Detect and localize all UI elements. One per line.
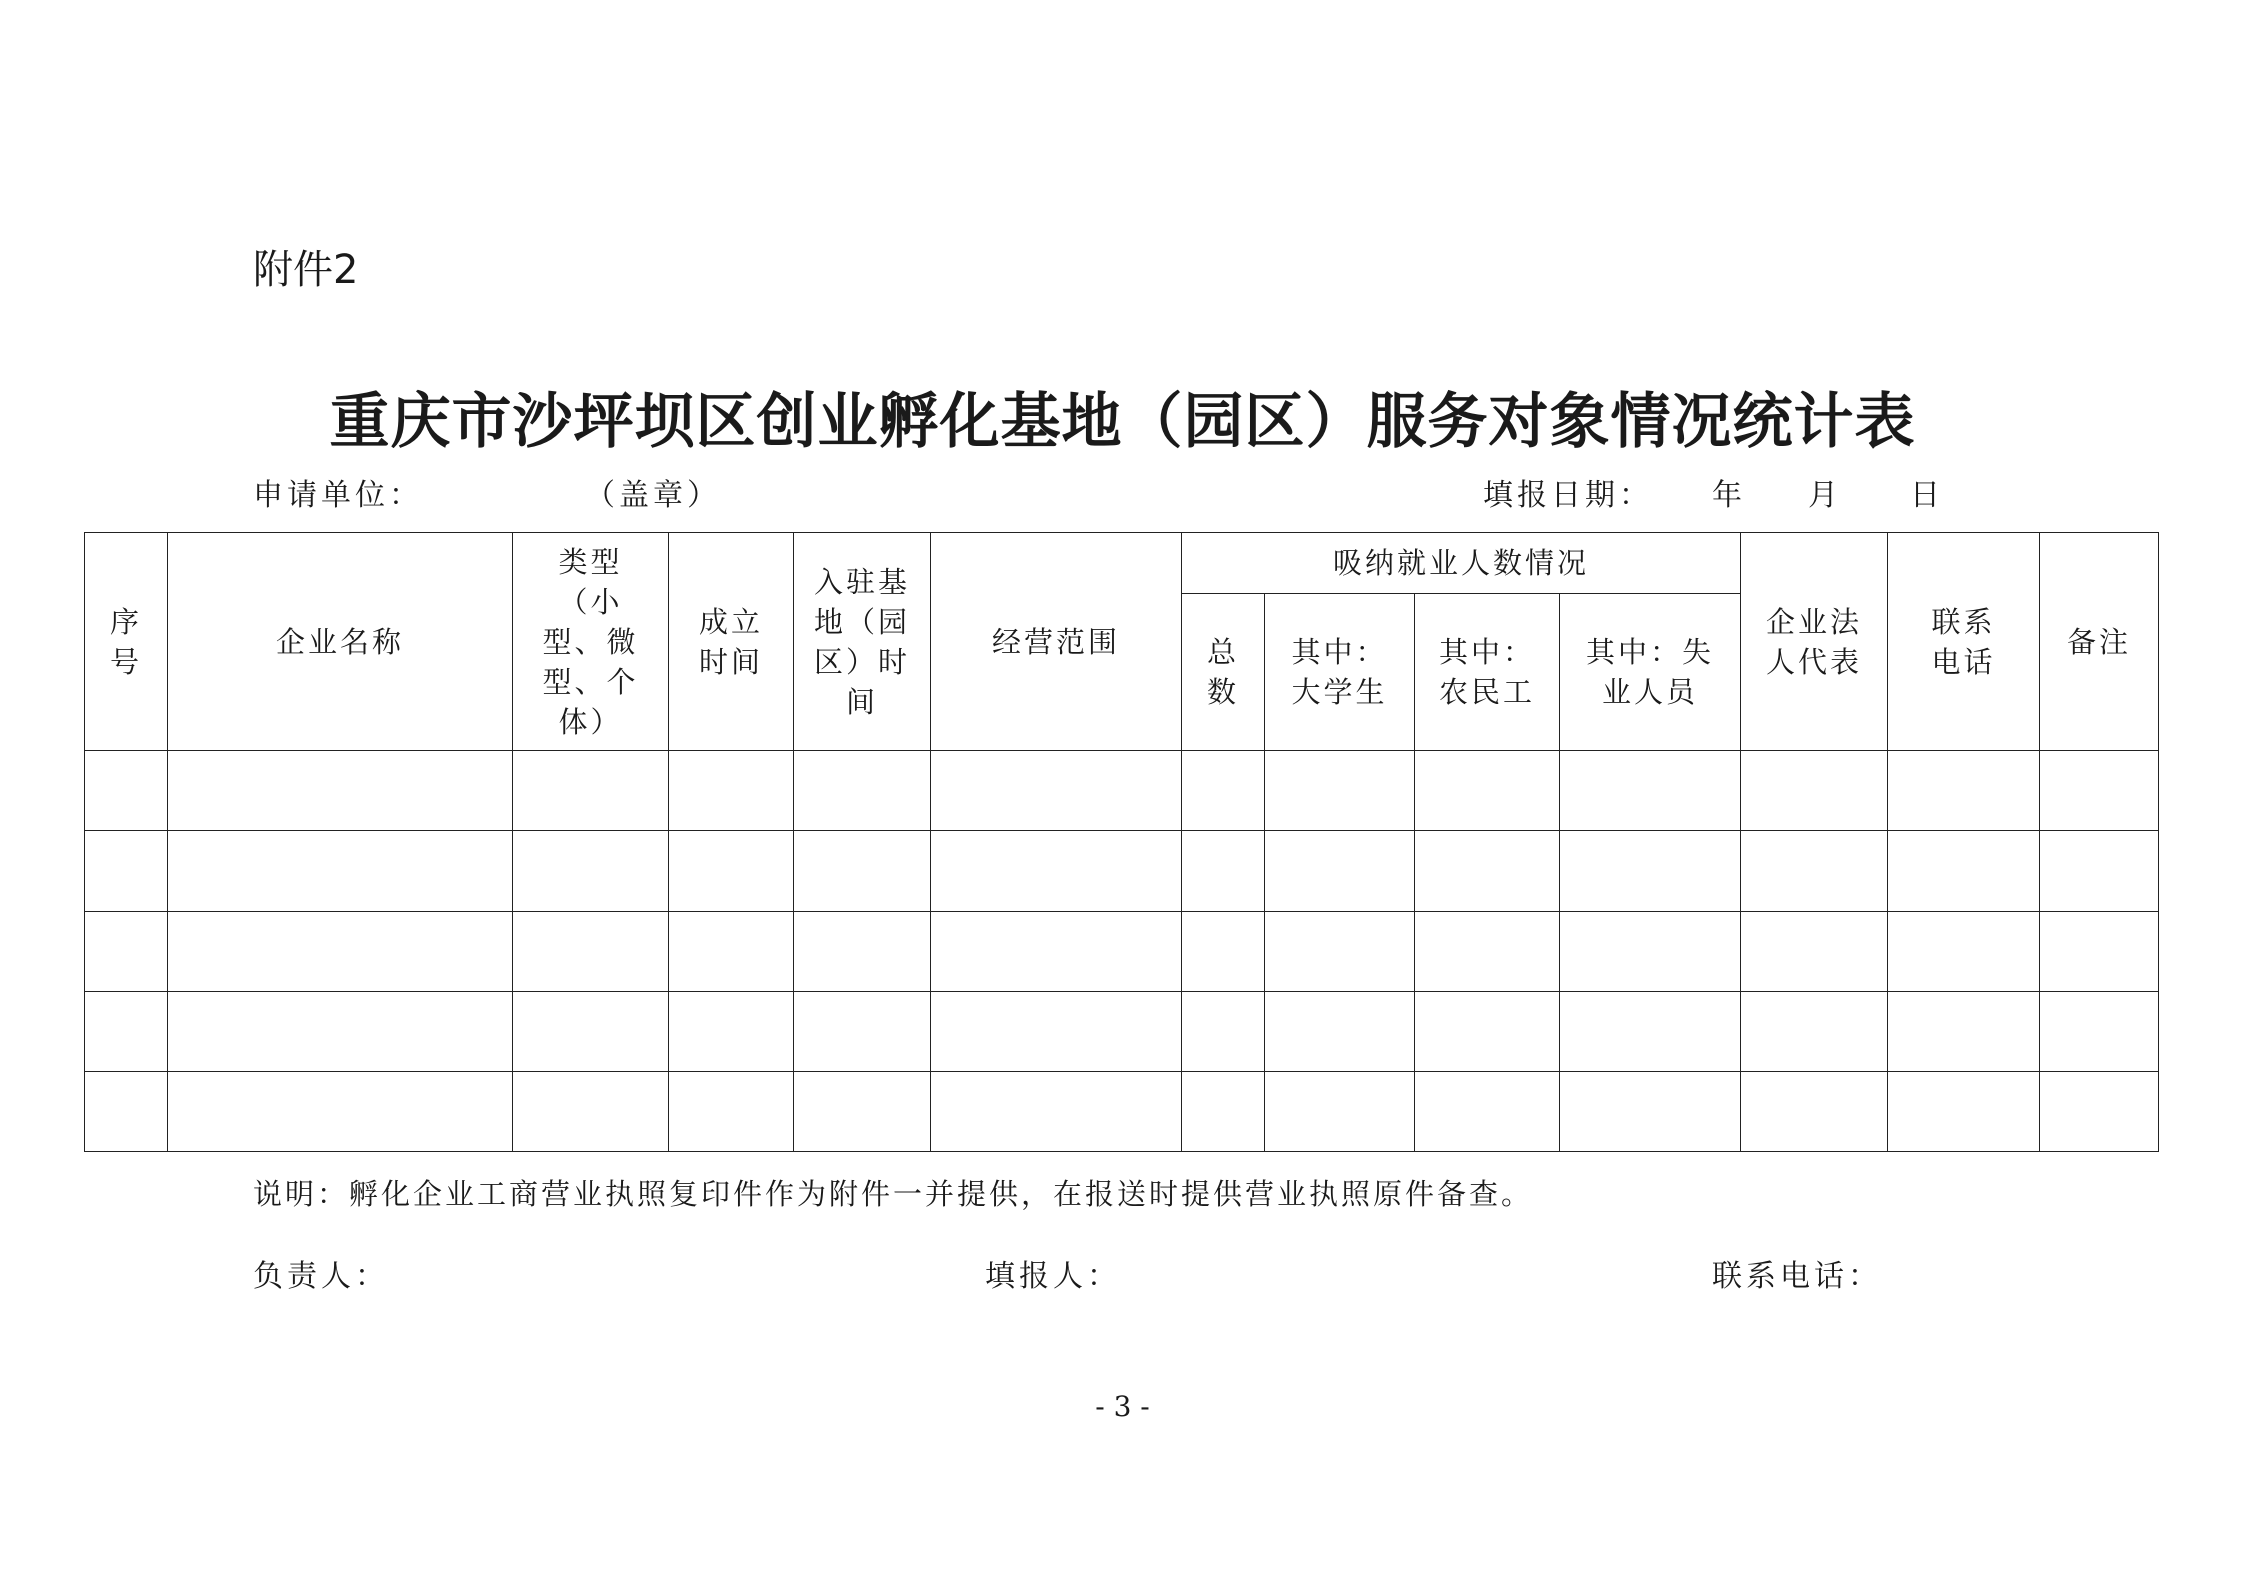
statistics-table xyxy=(84,532,2158,1152)
table-cell[interactable] xyxy=(1888,991,2040,1071)
table-cell[interactable] xyxy=(794,991,931,1071)
table-row xyxy=(85,991,2159,1071)
table-cell[interactable] xyxy=(1265,911,1415,991)
table-cell[interactable] xyxy=(1415,911,1560,991)
table-cell[interactable] xyxy=(669,911,794,991)
seal-label: （盖章） xyxy=(585,478,721,513)
table-cell[interactable] xyxy=(85,751,168,831)
table-cell[interactable] xyxy=(513,831,669,911)
table-cell[interactable] xyxy=(85,1071,168,1151)
table-cell[interactable] xyxy=(931,911,1182,991)
table-cell[interactable] xyxy=(1182,751,1265,831)
table-cell[interactable] xyxy=(2040,831,2159,911)
header-unemployed: 其中：失业人员 xyxy=(1560,594,1741,751)
table-cell[interactable] xyxy=(513,991,669,1071)
header-company-name: 企业名称 xyxy=(168,533,513,751)
header-remarks: 备注 xyxy=(2040,533,2159,751)
table-cell[interactable] xyxy=(1415,831,1560,911)
table-cell[interactable] xyxy=(794,751,931,831)
header-students: 其中：大学生 xyxy=(1265,594,1415,751)
table-cell[interactable] xyxy=(168,751,513,831)
table-cell[interactable] xyxy=(168,831,513,911)
table-cell[interactable] xyxy=(1415,1071,1560,1151)
table-cell[interactable] xyxy=(1741,751,1888,831)
table-cell[interactable] xyxy=(669,1071,794,1151)
table-cell[interactable] xyxy=(2040,1071,2159,1151)
header-migrant-workers: 其中：农民工 xyxy=(1415,594,1560,751)
table-cell[interactable] xyxy=(85,911,168,991)
header-legal-rep: 企业法人代表 xyxy=(1741,533,1888,751)
table-cell[interactable] xyxy=(85,991,168,1071)
responsible-person-label: 负责人： xyxy=(253,1259,389,1294)
table-cell[interactable] xyxy=(1182,991,1265,1071)
table-cell[interactable] xyxy=(669,751,794,831)
filler-label: 填报人： xyxy=(985,1259,1121,1294)
day-label: 日 xyxy=(1910,478,1944,513)
header-entry-time: 入驻基地（园区）时间 xyxy=(794,533,931,751)
page-number: - 3 - xyxy=(1095,1390,1150,1423)
header-employment-group: 吸纳就业人数情况 xyxy=(1182,533,1741,594)
table-cell[interactable] xyxy=(1888,911,2040,991)
explanation-note: 说明：孵化企业工商营业执照复印件作为附件一并提供，在报送时提供营业执照原件备查。 xyxy=(253,1177,1534,1211)
table-cell[interactable] xyxy=(513,751,669,831)
table-cell[interactable] xyxy=(1560,751,1741,831)
header-seq: 序号 xyxy=(85,533,168,751)
document-title: 重庆市沙坪坝区创业孵化基地（园区）服务对象情况统计表 xyxy=(329,387,1916,457)
table-cell[interactable] xyxy=(931,1071,1182,1151)
table-cell[interactable] xyxy=(1888,831,2040,911)
table-cell[interactable] xyxy=(1741,1071,1888,1151)
table-cell[interactable] xyxy=(931,831,1182,911)
table-row xyxy=(85,1071,2159,1151)
table-cell[interactable] xyxy=(1741,991,1888,1071)
table-cell[interactable] xyxy=(2040,911,2159,991)
table-cell[interactable] xyxy=(1265,751,1415,831)
table-row xyxy=(85,831,2159,911)
header-phone: 联系电话 xyxy=(1888,533,2040,751)
table-cell[interactable] xyxy=(1265,1071,1415,1151)
table-cell[interactable] xyxy=(1182,911,1265,991)
table-cell[interactable] xyxy=(513,1071,669,1151)
table-cell[interactable] xyxy=(1560,911,1741,991)
header-total: 总数 xyxy=(1182,594,1265,751)
table-cell[interactable] xyxy=(1265,991,1415,1071)
table-cell[interactable] xyxy=(931,991,1182,1071)
table-cell[interactable] xyxy=(168,1071,513,1151)
table-cell[interactable] xyxy=(794,911,931,991)
header-business-scope: 经营范围 xyxy=(931,533,1182,751)
table-cell[interactable] xyxy=(1741,831,1888,911)
table-cell[interactable] xyxy=(2040,991,2159,1071)
table-cell[interactable] xyxy=(1182,1071,1265,1151)
contact-phone-label: 联系电话： xyxy=(1712,1259,1882,1294)
table-cell[interactable] xyxy=(1888,1071,2040,1151)
table-cell[interactable] xyxy=(669,831,794,911)
table-cell[interactable] xyxy=(1265,831,1415,911)
header-established: 成立时间 xyxy=(669,533,794,751)
table-row xyxy=(85,751,2159,831)
table-cell[interactable] xyxy=(794,1071,931,1151)
table-cell[interactable] xyxy=(1560,831,1741,911)
table-cell[interactable] xyxy=(168,911,513,991)
table-cell[interactable] xyxy=(1415,751,1560,831)
table-cell[interactable] xyxy=(931,751,1182,831)
table-cell[interactable] xyxy=(794,831,931,911)
table-cell[interactable] xyxy=(2040,751,2159,831)
table-cell[interactable] xyxy=(669,991,794,1071)
table-row xyxy=(85,911,2159,991)
table-cell[interactable] xyxy=(1741,911,1888,991)
month-label: 月 xyxy=(1808,478,1842,513)
table-cell[interactable] xyxy=(1182,831,1265,911)
table-cell[interactable] xyxy=(1415,991,1560,1071)
table-cell[interactable] xyxy=(168,991,513,1071)
date-label: 填报日期： xyxy=(1483,478,1653,513)
attachment-label: 附件2 xyxy=(253,247,359,293)
applicant-label: 申请单位： xyxy=(253,478,423,513)
table-cell[interactable] xyxy=(513,911,669,991)
header-type: 类型（小型、微型、个体） xyxy=(513,533,669,751)
table-cell[interactable] xyxy=(1560,1071,1741,1151)
table-cell[interactable] xyxy=(85,831,168,911)
year-label: 年 xyxy=(1712,478,1746,513)
table-cell[interactable] xyxy=(1888,751,2040,831)
table-cell[interactable] xyxy=(1560,991,1741,1071)
